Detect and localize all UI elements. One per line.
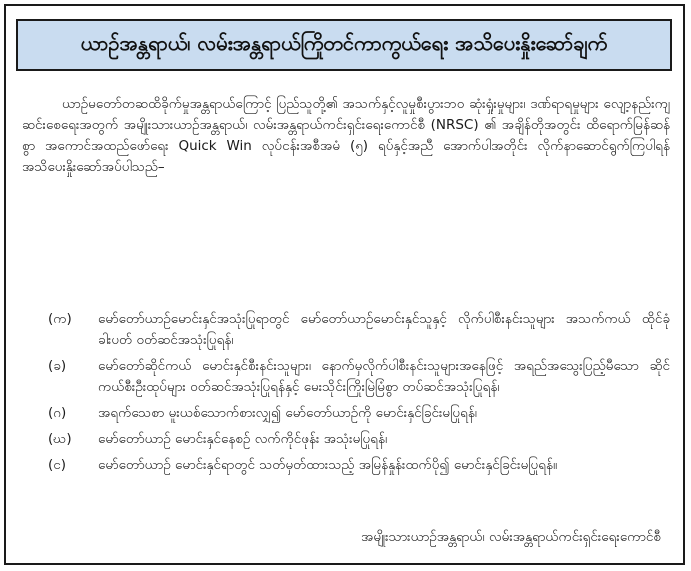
list-item-text: မော်တော်ယာဉ်မောင်းနှင်အသုံးပြုရာတွင် မော်တော်ယာဉ်မောင်းနှင်သူနှင့် လိုက်ပါစီးနင်းသူများ အသက်ကယ် ထိုင်ခုံခါးပတ် ဝတ်ဆင်အသုံးပြုရန်၊ xyxy=(98,311,670,348)
list-item-text: မော်တော်ယာဉ် မောင်းနှင်ရာတွင် သတ်မှတ်ထားသည့် အမြန်နှုန်းထက်ပို၍ မောင်းနှင်ခြင်းမပြုရန်။ xyxy=(98,457,558,473)
list-item xyxy=(22,356,670,398)
list-item-marker: (င) xyxy=(48,457,67,473)
list-item-text: အရက်သေစာ မူးယစ်သောက်စားလျှ၍ မော်တော်ယာဉ်ကို မောင်းနှင်ခြင်းမပြုရန်၊ xyxy=(98,405,477,421)
page-title: ယာဉ်အန္တရာယ်၊ လမ်းအန္တရာယ်ကြိုတင်ကာကွယ်ရေး အသိပေးနှိုးဆော်ချက် xyxy=(80,31,608,55)
intro-paragraph: ယာဉ်မတော်တဆထိခိုက်မှုအန္တရာယ်ကြောင့် ပြည်သူတို့၏ အသက်နှင့်လူမှုစီးပွားဘဝ ဆုံးရှုံးမှုများ၊ ဒဏ်ရာရမှုများ လျော့နည်းကျဆင်းစေရေးအတွက် အမျိုးသားယာဉ်အန္တရာယ်၊ လမ်းအန္တရာယ်ကင်းရှင်းရေးကောင်စီ (NRSC) ၏ အချိန်တိုအတွင်း ထိရောက်မြန်ဆန်စွာ အကောင်အထည်ဖော်ရေး Quick Win လုပ်ငန်းအစီအမံ (၅) ရပ်နှင့်အညီ အောက်ပါအတိုင်း လိုက်နာဆောင်ရွက်ကြပါရန် အသိပေးနှိုးဆော်အပ်ပါသည်– xyxy=(22,96,670,175)
list-item xyxy=(22,455,670,476)
list-item xyxy=(22,429,670,450)
list-item-marker: (ဂ) xyxy=(48,405,67,421)
list-item xyxy=(22,309,670,351)
list-item-text: မော်တော်ဆိုင်ကယ် မောင်းနှင်စီးနင်းသူများ၊ နောက်မှလိုက်ပါစီးနင်းသူများအနေဖြင့် အရည်အသွေးပြည့်မီသော ဆိုင်ကယ်စီးဦးထုပ်များ ဝတ်ဆင်အသုံးပြုရန်နှင့် မေးသိုင်းကြိုးမြဲမြံစွာ တပ်ဆင်အသုံးပြုရန်၊ xyxy=(98,358,670,395)
issuer-signature: အမျိုးသားယာဉ်အန္တရာယ်၊ လမ်းအန္တရာယ်ကင်းရှင်းရေးကောင်စီ xyxy=(360,529,661,545)
title-banner xyxy=(16,19,672,71)
directive-list xyxy=(22,309,670,481)
list-item-marker: (က) xyxy=(48,311,72,327)
list-item-text: မော်တော်ယာဉ် မောင်းနှင်နေစဉ် လက်ကိုင်ဖုန်း အသုံးမပြုရန်၊ xyxy=(98,431,388,447)
list-item-marker: (ဃ) xyxy=(48,431,72,447)
list-item-marker: (ခ) xyxy=(48,358,67,374)
list-item xyxy=(22,403,670,424)
intro-section xyxy=(22,94,670,178)
